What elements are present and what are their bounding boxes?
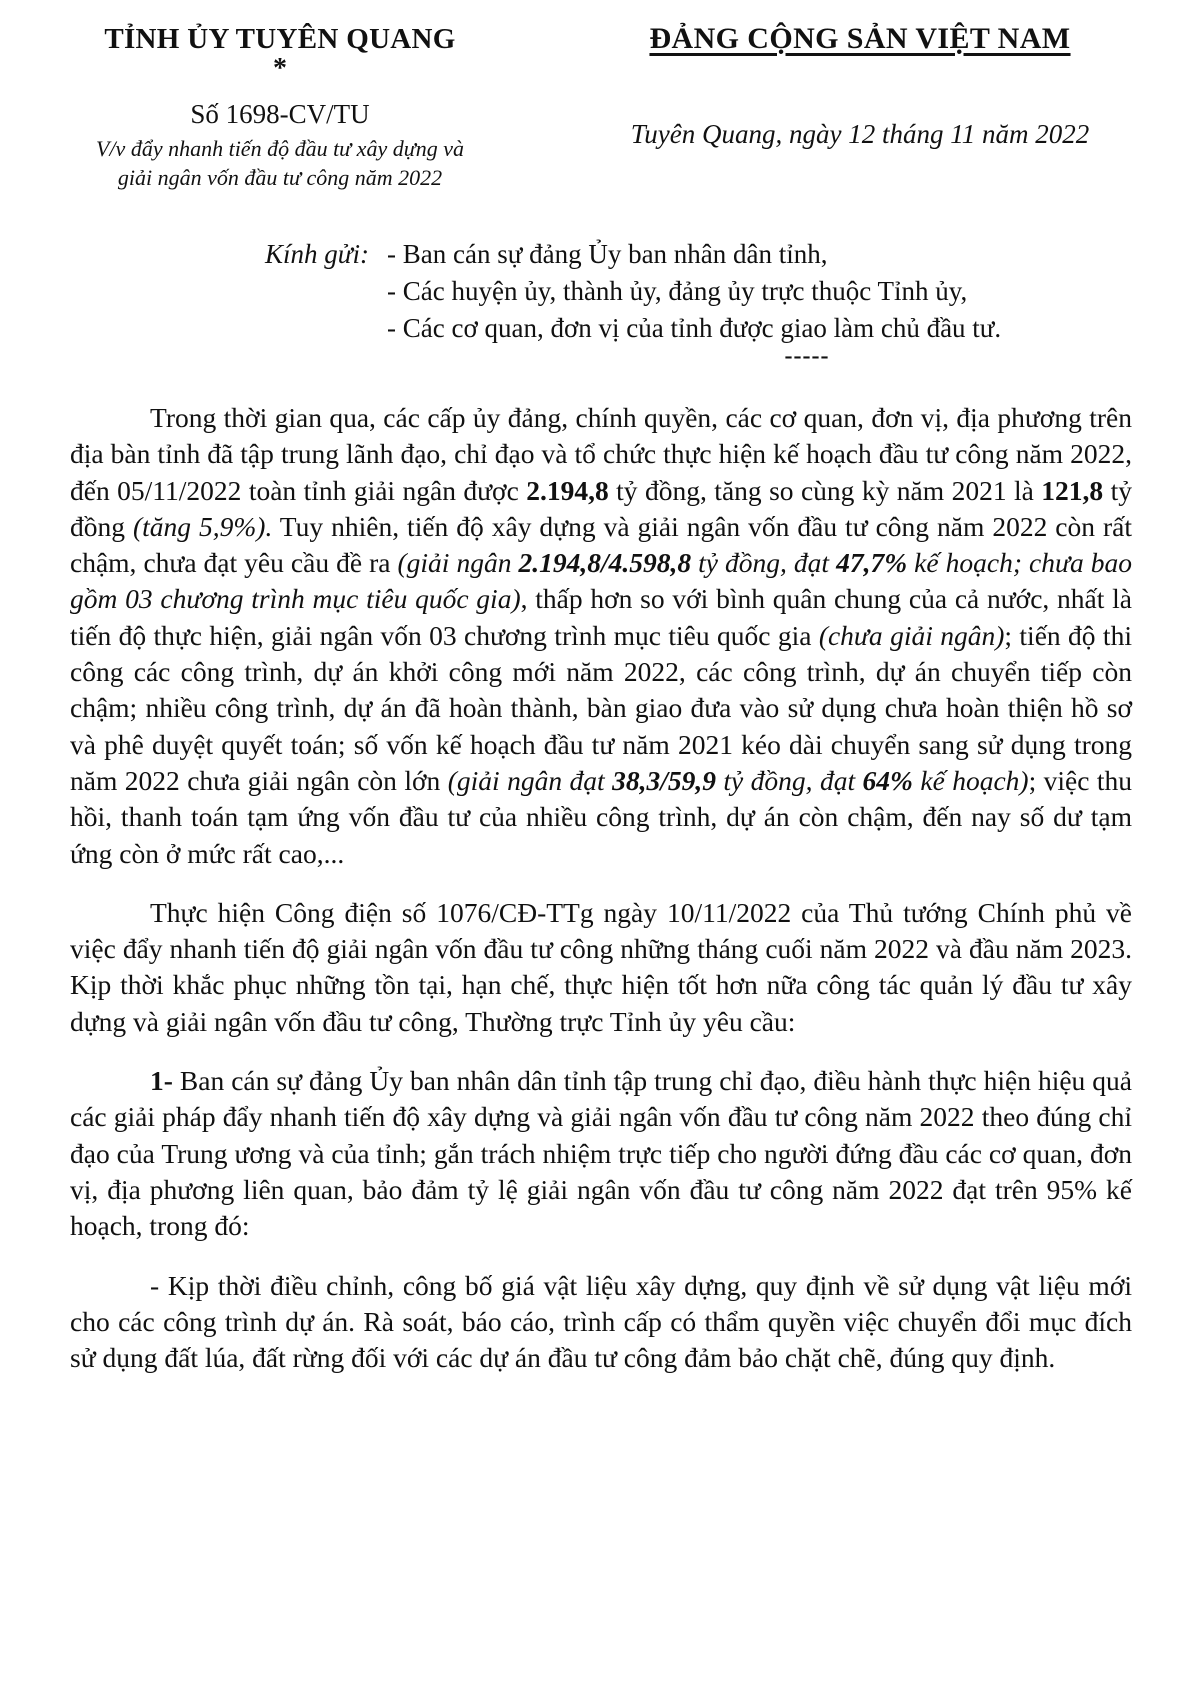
- not-disbursed-note: (chưa giải ngân): [818, 619, 1005, 651]
- disbursed-amount: 2.194,8: [526, 474, 609, 506]
- paragraph-3: 1- Ban cán sự đảng Ủy ban nhân dân tỉnh tập trung chỉ đạo, điều hành thực hiện hiệu quả các giải pháp đẩy nhanh tiến độ xây dựng và giải ngân vốn đầu tư công năm 2022 theo đúng chỉ đạo của Trung ương và của tỉnh; gắn trách nhiệm trực tiếp cho người đứng đầu các cơ quan, đơn vị, địa phương liên quan, bảo đảm tỷ lệ giải ngân vốn đầu tư công năm 2022 đạt trên 95% kế hoạch, trong đó:: [70, 1065, 1132, 1242]
- recipient-item: - Các cơ quan, đơn vị của tỉnh được giao làm chủ đầu tư.: [387, 313, 1002, 343]
- recipient-item: - Các huyện ủy, thành ủy, đảng ủy trực thuộc Tỉnh ủy,: [387, 276, 968, 306]
- recipient-item: - Ban cán sự đảng Ủy ban nhân dân tỉnh,: [387, 239, 828, 269]
- recipient-row: [265, 273, 1200, 310]
- recipients-label: Kính gửi:: [265, 239, 369, 269]
- recipient-row: [265, 310, 1200, 347]
- subject-line-1: V/v đẩy nhanh tiến độ đầu tư xây dựng và: [96, 136, 464, 161]
- carryover-note: (giải ngân đạt 38,3/59,9 tỷ đồng, đạt 64% kế hoạch): [447, 764, 1029, 796]
- increase-amount: 121,8: [1041, 474, 1104, 506]
- party-block: [560, 20, 1160, 152]
- star-mark: *: [273, 53, 287, 84]
- paragraph-2: Thực hiện Công điện số 1076/CĐ-TTg ngày 10/11/2022 của Thủ tướng Chính phủ về việc đẩy nhanh tiến độ giải ngân vốn đầu tư công những tháng cuối năm 2022 và đầu năm 2023. Kịp thời khắc phục những tồn tại, hạn chế, thực hiện tốt hơn nữa công tác quản lý đầu tư xây dựng và giải ngân vốn đầu tư công, Thường trực Tỉnh ủy yêu cầu:: [70, 896, 1132, 1037]
- disbursement-note: (giải ngân 2.194,8/4.598,8 tỷ đồng, đạt 47,7% kế hoạch; chưa bao gồm 03 chương trình mục tiêu quốc gia): [70, 547, 1132, 615]
- subject-line-2: giải ngân vốn đầu tư công năm 2022: [117, 165, 443, 190]
- increase-percent: (tăng 5,9%).: [132, 510, 273, 542]
- recipient-row: [265, 236, 1200, 273]
- paragraph-4: - Kịp thời điều chỉnh, công bố giá vật liệu xây dựng, quy định về sử dụng vật liệu mới cho các công trình dự án. Rà soát, báo cáo, trình cấp có thẩm quyền việc chuyển đổi mục đích sử dụng đất lúa, đất rừng đối với các dự án đầu tư công đảm bảo chặt chẽ, đúng quy định.: [70, 1269, 1132, 1374]
- subject-line: [70, 134, 490, 192]
- separator: -----: [784, 343, 830, 369]
- place-date: Tuyên Quang, ngày 12 tháng 11 năm 2022: [630, 119, 1090, 149]
- document-body: [70, 400, 1132, 1399]
- recipients-block: [265, 236, 1200, 369]
- document-number: Số 1698-CV/TU: [190, 99, 370, 129]
- paragraph-1: Trong thời gian qua, các cấp ủy đảng, chính quyền, các cơ quan, đơn vị, địa phương trên địa bàn tỉnh đã tập trung lãnh đạo, chỉ đạo và tổ chức thực hiện kế hoạch đầu tư công năm 2022, đến 05/11/2022 toàn tỉnh giải ngân được 2.194,8 tỷ đồng, tăng so cùng kỳ năm 2021 là 121,8 tỷ đồng (tăng 5,9%). Tuy nhiên, tiến độ xây dựng và giải ngân vốn đầu tư công năm 2022 còn rất chậm, chưa đạt yêu cầu đề ra (giải ngân 2.194,8/4.598,8 tỷ đồng, đạt 47,7% kế hoạch; chưa bao gồm 03 chương trình mục tiêu quốc gia), thấp hơn so với bình quân chung của cả nước, nhất là tiến độ thực hiện, giải ngân vốn 03 chương trình mục tiêu quốc gia (chưa giải ngân); tiến độ thi công các công trình, dự án khởi công mới năm 2022, các công trình, dự án chuyển tiếp còn chậm; nhiều công trình, dự án đã hoàn thành, bàn giao đưa vào sử dụng chưa hoàn thiện hồ sơ và phê duyệt quyết toán; số vốn kế hoạch đầu tư năm 2021 kéo dài chuyển sang sử dụng trong năm 2022 chưa giải ngân còn lớn (giải ngân đạt 38,3/59,9 tỷ đồng, đạt 64% kế hoạch); việc thu hồi, thanh toán tạm ứng vốn đầu tư của nhiều công trình, dự án còn chậm, đến nay số dư tạm ứng còn ở mức rất cao,...: [70, 402, 1133, 869]
- item-number: 1-: [150, 1065, 173, 1097]
- issuer-name: TỈNH ỦY TUYÊN QUANG: [104, 23, 456, 55]
- party-name: ĐẢNG CỘNG SẢN VIỆT NAM: [649, 22, 1071, 55]
- issuer-block: [70, 20, 490, 192]
